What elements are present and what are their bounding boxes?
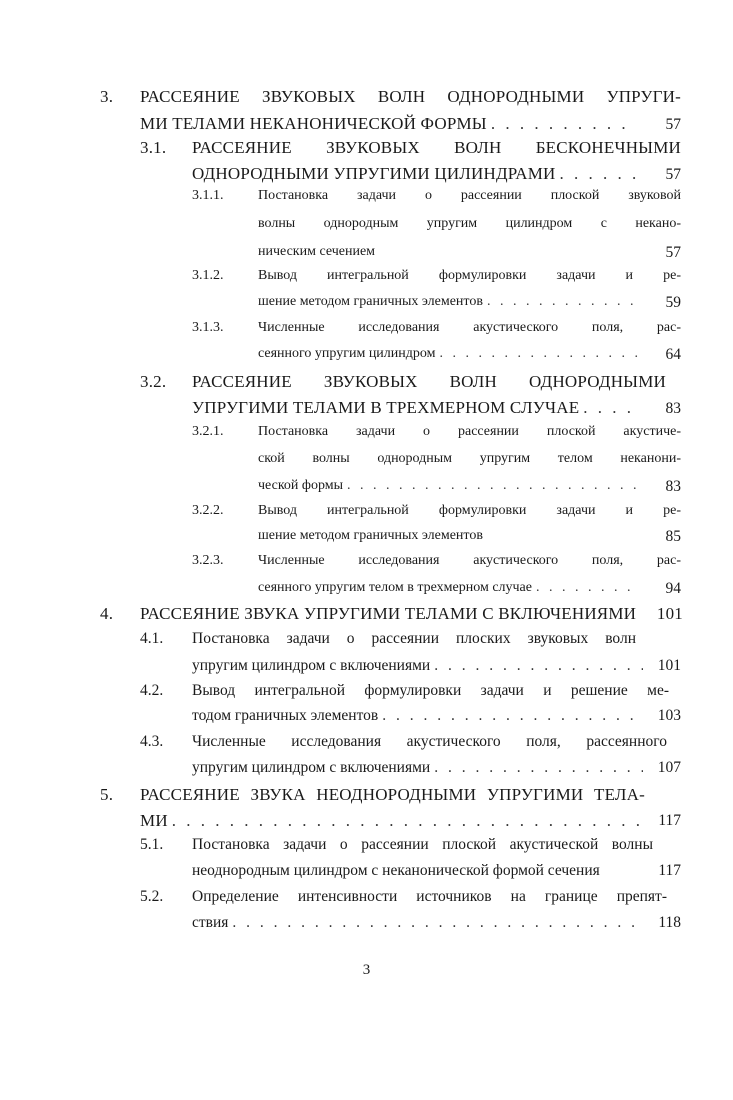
page-ref: 57 xyxy=(665,116,681,133)
section-number: 4.3. xyxy=(140,733,164,750)
dot-leader xyxy=(440,346,640,362)
dot-leader xyxy=(491,114,636,134)
subsection-number: 3.2.2. xyxy=(192,503,224,518)
section-title-line2: упругим цилиндром с включениями xyxy=(192,759,431,776)
subsection-title-line2: волны однородным упругим цилиндром с некано- xyxy=(258,216,681,231)
subsection-title-line2-leader xyxy=(258,346,643,362)
page-ref: 117 xyxy=(658,862,681,879)
subsection-title-line3: ническим сечением xyxy=(258,244,376,259)
subsection-title-line1: Вывод интегральной формулировки задачи и ре- xyxy=(258,503,681,518)
section-number: 5.1. xyxy=(140,836,164,853)
dot-leader xyxy=(347,478,639,494)
chapter-title-line1: РАССЕЯНИЕ ЗВУКОВЫХ ВОЛН ОДНОРОДНЫМИ УПРУГИ- xyxy=(140,87,681,106)
section-number: 4.1. xyxy=(140,630,164,647)
section-title-line2: ствия xyxy=(192,914,229,931)
subsection-number: 3.2.3. xyxy=(192,553,224,568)
section-title-line2-leader xyxy=(192,759,647,777)
subsection-number: 3.2.1. xyxy=(192,424,224,439)
dot-leader xyxy=(536,580,639,596)
dot-leader xyxy=(560,164,636,184)
subsection-title-line2: шение методом граничных элементов xyxy=(258,294,483,309)
dot-leader xyxy=(172,811,646,831)
subsection-number: 3.1.1. xyxy=(192,188,224,203)
dot-leader xyxy=(434,759,643,777)
page-number: 3 xyxy=(362,962,371,978)
section-title-line1: Вывод интегральной формулировки задачи и решение ме- xyxy=(192,682,669,699)
dot-leader xyxy=(232,914,643,932)
section-title-line2-leader xyxy=(192,398,640,418)
subsection-title-line3: ческой формы xyxy=(258,478,344,493)
subsection-title-line2-leader xyxy=(258,294,643,310)
subsection-title-line2: сеянного упругим телом в трехмерном случае xyxy=(258,580,532,595)
section-title-line2-leader xyxy=(192,914,647,932)
subsection-title-line1: Постановка задачи о рассеянии плоской звуковой xyxy=(258,188,681,203)
section-title-line1: РАССЕЯНИЕ ЗВУКОВЫХ ВОЛН ОДНОРОДНЫМИ xyxy=(192,372,666,391)
section-title-line2-leader xyxy=(192,657,647,675)
page-ref: 94 xyxy=(665,580,681,597)
chapter-title-line2: МИ ТЕЛАМИ НЕКАНОНИЧЕСКОЙ ФОРМЫ xyxy=(140,114,487,133)
subsection-title-line2-leader xyxy=(258,580,643,596)
section-title-line1: Определение интенсивности источников на границе препят- xyxy=(192,888,667,905)
subsection-title-line2: сеянного упругим цилиндром xyxy=(258,346,436,361)
subsection-number: 3.1.2. xyxy=(192,268,224,283)
section-title-line2-leader xyxy=(192,707,647,725)
page-ref: 107 xyxy=(657,759,681,776)
section-number: 3.1. xyxy=(140,138,167,157)
page-ref: 103 xyxy=(657,707,681,724)
subsection-title-line1: Численные исследования акустического поля, рас- xyxy=(258,553,681,568)
page-ref: 59 xyxy=(665,294,681,311)
page-ref: 101 xyxy=(656,604,683,623)
page-ref: 83 xyxy=(665,400,681,417)
dot-leader xyxy=(583,398,636,418)
subsection-title-line2: шение методом граничных элементов xyxy=(258,528,483,543)
page-ref: 83 xyxy=(665,478,681,495)
dot-leader xyxy=(487,294,639,310)
section-number: 4.2. xyxy=(140,682,164,699)
subsection-title-line1: Численные исследования акустического поля, рас- xyxy=(258,320,681,335)
chapter-number: 3. xyxy=(100,87,114,106)
section-title-line2: ОДНОРОДНЫМИ УПРУГИМИ ЦИЛИНДРАМИ xyxy=(192,164,556,183)
dot-leader xyxy=(382,707,643,725)
page-ref: 101 xyxy=(657,657,681,674)
page-ref: 57 xyxy=(665,166,681,183)
section-title-line2: тодом граничных элементов xyxy=(192,707,379,724)
subsection-title-line3-leader xyxy=(258,244,643,260)
section-number: 3.2. xyxy=(140,372,167,391)
chapter-title-line2-leader xyxy=(140,114,640,134)
page-ref: 85 xyxy=(665,528,681,545)
page-ref: 64 xyxy=(665,346,681,363)
section-title-line2: упругим цилиндром с включениями xyxy=(192,657,431,674)
chapter-number: 4. xyxy=(100,604,114,623)
subsection-title-line1: Постановка задачи о рассеянии плоской акустиче- xyxy=(258,424,681,439)
chapter-title-line1: РАССЕЯНИЕ ЗВУКА НЕОДНОРОДНЫМИ УПРУГИМИ ТЕЛА- xyxy=(140,785,645,804)
page-ref: 57 xyxy=(665,244,681,261)
chapter-title-line2: МИ xyxy=(140,811,168,830)
page-ref: 117 xyxy=(658,812,681,829)
section-number: 5.2. xyxy=(140,888,164,905)
section-title-line2: неоднородным цилиндром с неканонической формой сечения xyxy=(192,862,600,879)
chapter-title-line1: РАССЕЯНИЕ ЗВУКА УПРУГИМИ ТЕЛАМИ С ВКЛЮЧЕНИЯМИ xyxy=(140,604,637,623)
chapter-number: 5. xyxy=(100,785,114,804)
subsection-title-line1: Вывод интегральной формулировки задачи и ре- xyxy=(258,268,681,283)
page-ref: 118 xyxy=(658,914,681,931)
subsection-title-line2: ской волны однородным упругим телом неканони- xyxy=(258,451,681,466)
subsection-title-line3-leader xyxy=(258,478,643,494)
section-title-line1: РАССЕЯНИЕ ЗВУКОВЫХ ВОЛН БЕСКОНЕЧНЫМИ xyxy=(192,138,681,157)
subsection-title-line2-leader xyxy=(258,528,643,544)
section-title-line2: УПРУГИМИ ТЕЛАМИ В ТРЕХМЕРНОМ СЛУЧАЕ xyxy=(192,398,580,417)
dot-leader xyxy=(434,657,643,675)
chapter-title-line2-leader xyxy=(140,811,650,831)
section-title-line2-leader xyxy=(192,164,640,184)
section-title-line1: Постановка задачи о рассеянии плоских звуковых волн xyxy=(192,630,636,647)
section-title-line1: Постановка задачи о рассеянии плоской акустической волны xyxy=(192,836,653,853)
section-title-line1: Численные исследования акустического поля, рассеянного xyxy=(192,733,667,750)
subsection-number: 3.1.3. xyxy=(192,320,224,335)
